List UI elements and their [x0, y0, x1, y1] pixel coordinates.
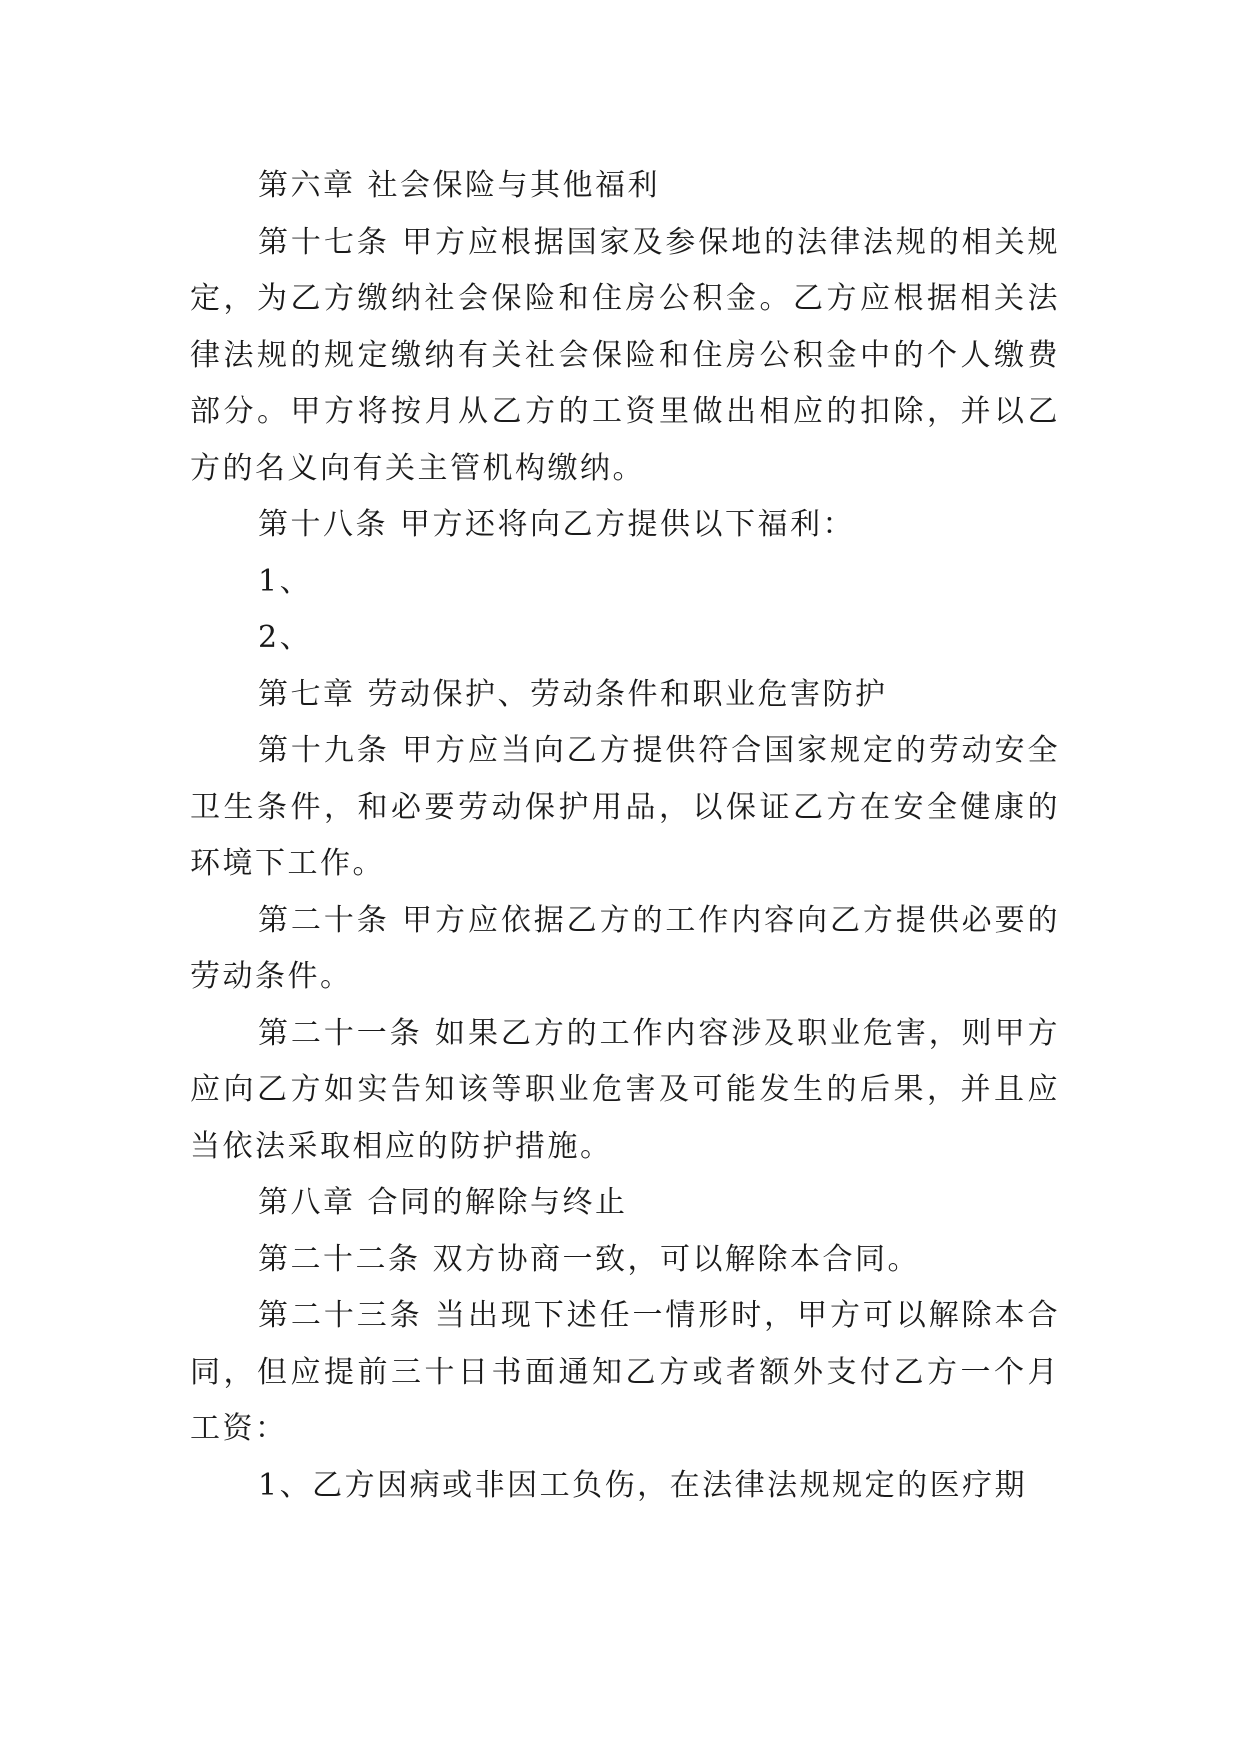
- list-item: 1、乙方因病或非因工负伤，在法律法规规定的医疗期: [258, 1467, 1028, 1503]
- chapter-heading: 第六章 社会保险与其他福利: [258, 168, 661, 203]
- article-paragraph: 第十八条 甲方还将向乙方提供以下福利：: [258, 507, 856, 542]
- article-paragraph: 第二十三条 当出现下述任一情形时，甲方可以解除本合同，但应提前三十日书面通知乙方或者额外支付乙方一个月工资：: [190, 1298, 1060, 1446]
- article-paragraph: 第二十条 甲方应依据乙方的工作内容向乙方提供必要的劳动条件。: [190, 902, 1060, 994]
- article-paragraph: 第十九条 甲方应当向乙方提供符合国家规定的劳动安全卫生条件，和必要劳动保护用品，以保证乙方在安全健康的环境下工作。: [190, 733, 1060, 881]
- list-item: 2、: [258, 620, 313, 655]
- chapter-heading: 第七章 劳动保护、劳动条件和职业危害防护: [258, 676, 888, 712]
- article-paragraph: 第二十二条 双方协商一致，可以解除本合同。: [258, 1241, 921, 1277]
- article-paragraph: 第二十一条 如果乙方的工作内容涉及职业危害，则甲方应向乙方如实告知该等职业危害及可能发生的后果，并且应当依法采取相应的防护措施。: [190, 1015, 1060, 1164]
- chapter-heading: 第八章 合同的解除与终止: [258, 1185, 628, 1220]
- document-body: [190, 158, 1060, 1514]
- article-paragraph: 第十七条 甲方应根据国家及参保地的法律法规的相关规定，为乙方缴纳社会保险和住房公积金。乙方应根据相关法律法规的规定缴纳有关社会保险和住房公积金中的个人缴费部分。甲方将按月从乙方的工资里做出相应的扣除，并以乙方的名义向有关主管机构缴纳。: [190, 224, 1060, 486]
- list-item: 1、: [258, 563, 313, 599]
